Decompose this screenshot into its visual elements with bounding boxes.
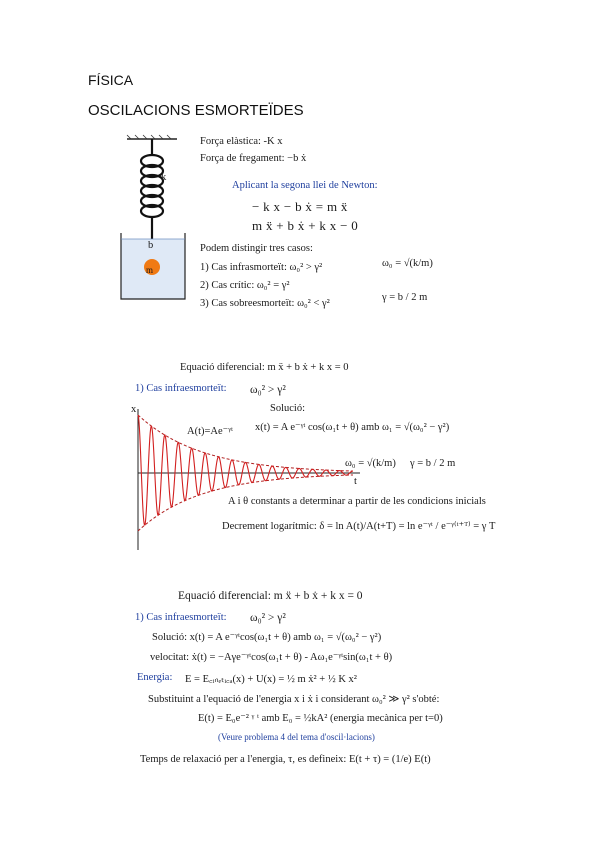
subject-heading: FÍSICA xyxy=(88,72,134,88)
mass-label: m xyxy=(146,265,154,275)
log-decrement: Decrement logarítmic: δ = ln A(t)/A(t+T) = ln e⁻ᵞᵗ / e⁻ᵞ⁽ᵗ⁺ᵀ⁾ = γ T xyxy=(222,521,496,532)
oscillation-curve xyxy=(138,415,353,525)
case-1: 1) Cas infrasmorteït: ω₀² > γ² xyxy=(200,262,323,273)
case-condition-2: ω₀² > γ² xyxy=(250,384,286,396)
spring-mass-diagram xyxy=(115,135,195,305)
diff-eq-3: Equació diferencial: m ẍ + b ẋ + k x = 0 xyxy=(178,590,363,602)
equation-newton-1: − k x − b ẋ = m ẍ xyxy=(252,199,348,214)
omega0-definition: ω₀ = √(k/m) xyxy=(382,258,433,269)
relaxation-time: Temps de relaxació per a l'energia, τ, es defineix: E(t + τ) = (1/e) E(t) xyxy=(140,754,431,765)
case-3: 3) Cas sobreesmorteït: ω₀² < γ² xyxy=(200,298,330,309)
axis-x-label: x xyxy=(131,404,137,415)
energy-equation: E = E꜀ᵢₙₑₜᵢ꜀ₐ(x) + U(x) = ½ m ẋ² + ½ K x² xyxy=(185,674,357,685)
constants-note: A i θ constants a determinar a partir de les condicions inicials xyxy=(228,496,486,507)
cases-intro: Podem distingir tres casos: xyxy=(200,243,313,254)
force-elastic: Força elàstica: -K x xyxy=(200,136,283,147)
case-condition-3: ω₀² > γ² xyxy=(250,612,286,624)
case-2: 2) Cas crític: ω₀² = γ² xyxy=(200,280,290,291)
case-title-2: 1) Cas infraesmorteït: xyxy=(135,383,227,394)
case-title-3: 1) Cas infraesmorteït: xyxy=(135,612,227,623)
damper-label: b xyxy=(148,240,154,251)
solution-label: Solució: xyxy=(270,403,306,414)
spring-label: k xyxy=(161,172,167,183)
newton-title: Aplicant la segona llei de Newton: xyxy=(232,180,378,191)
axis-t-label: t xyxy=(354,476,357,487)
page-title: OSCILACIONS ESMORTEÏDES xyxy=(88,102,304,119)
force-friction: Força de fregament: −b ẋ xyxy=(200,153,307,164)
problem-reference: (Veure problema 4 del tema d'oscil·lacions) xyxy=(218,732,375,742)
gamma-definition: γ = b / 2 m xyxy=(382,292,428,303)
omega0-2: ω₀ = √(k/m) xyxy=(345,458,396,469)
substitution-text: Substituint a l'equació de l'energia x i ẋ i considerant ω₀² ≫ γ² s'obté: xyxy=(148,694,440,705)
energy-result: E(t) = E₀e⁻² ᵞ ᵗ amb E₀ = ½kA² (energia mecànica per t=0) xyxy=(198,713,443,724)
diff-eq-2: Equació diferencial: m ẍ + b ẋ + k x = 0 xyxy=(180,362,349,373)
velocity-3: velocitat: ẋ(t) = −Aγe⁻ᵞᵗcos(ω₁t + θ) - Aω₁e⁻ᵞᵗsin(ω₁t + θ) xyxy=(150,652,393,663)
equation-newton-2: m ẍ + b ẋ + k x − 0 xyxy=(252,218,359,233)
solution-equation: x(t) = A e⁻ᵞᵗ cos(ω₁t + θ) amb ω₁ = √(ω₀² − γ²) xyxy=(255,422,450,433)
solution-3: Solució: x(t) = A e⁻ᵞᵗcos(ω₁t + θ) amb ω₁ = √(ω₀² − γ²) xyxy=(152,632,382,643)
energy-label: Energia: xyxy=(137,672,173,683)
gamma-2: γ = b / 2 m xyxy=(410,458,456,469)
envelope-label: A(t)=Ae⁻ᵞᵗ xyxy=(187,426,233,437)
